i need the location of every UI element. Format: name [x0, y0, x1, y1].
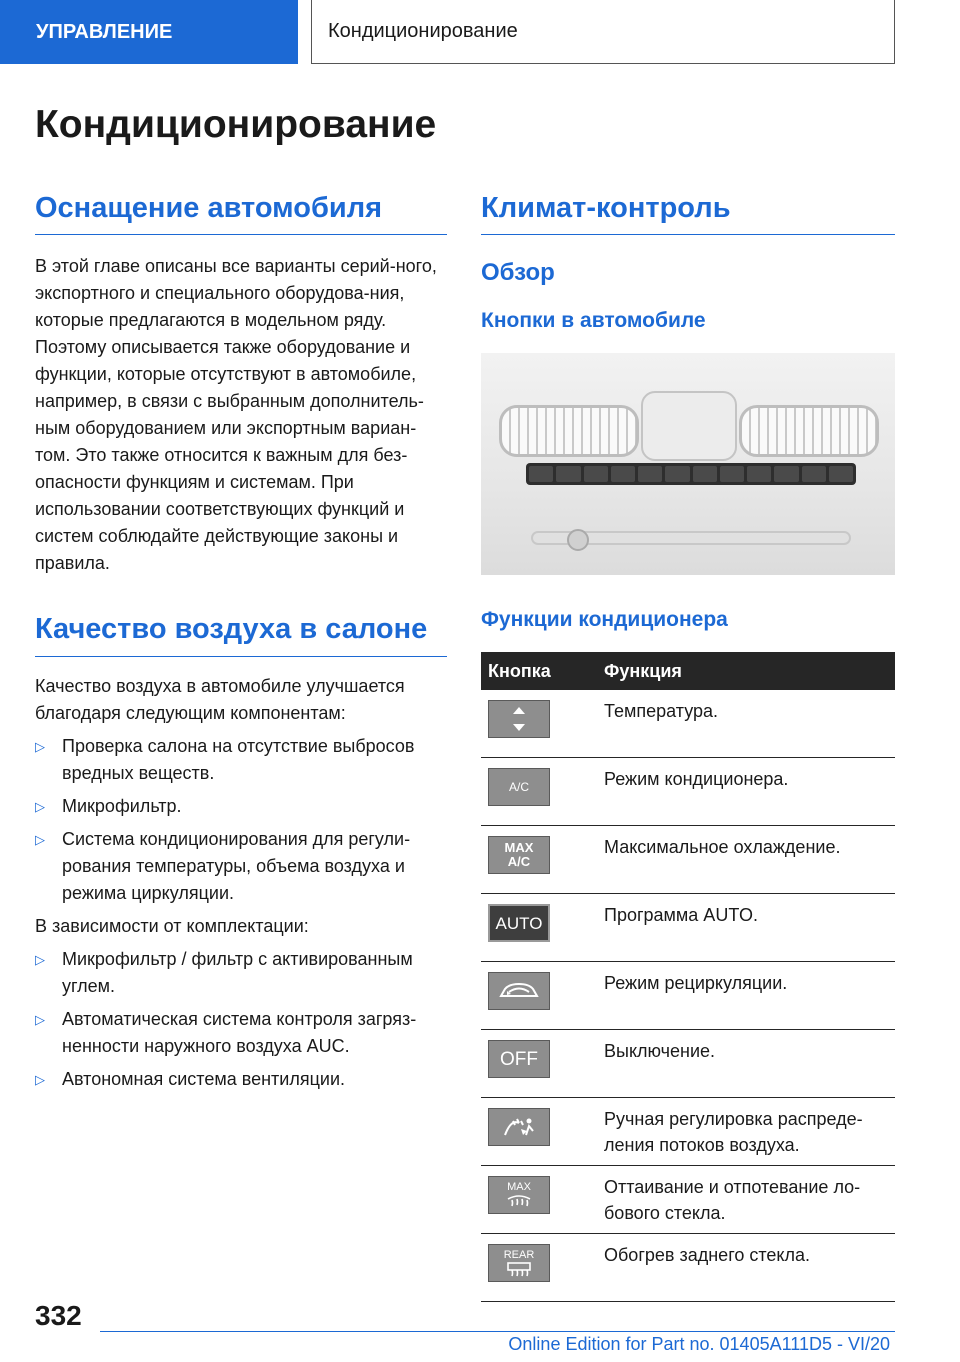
left-column — [35, 190, 447, 1099]
temperature-arrows-icon — [488, 700, 550, 738]
center-panel — [641, 391, 737, 461]
overview-heading: Обзор — [481, 259, 555, 287]
table-row — [481, 962, 895, 1030]
functions-heading: Функции кондиционера — [481, 608, 728, 632]
function-text: Ручная регулировка распреде-ления потоков воздуха. — [604, 1098, 895, 1166]
control-button-strip — [526, 463, 856, 485]
function-text: Максимальное охлаждение. — [604, 826, 895, 894]
table-row — [481, 690, 895, 758]
function-text: Обогрев заднего стекла. — [604, 1234, 895, 1302]
list-item: ▷ Проверка салона на отсутствие выбросов вредных веществ. — [35, 733, 447, 787]
triangle-bullet-icon: ▷ — [35, 1011, 45, 1027]
triangle-bullet-icon: ▷ — [35, 831, 45, 847]
list-item: ▷ Микрофильтр. — [35, 793, 447, 820]
function-text: Режим кондиционера. — [604, 758, 895, 826]
table-row — [481, 894, 895, 962]
rear-defrost-icon: REAR — [488, 1244, 550, 1282]
ac-icon: A/C — [488, 768, 550, 806]
max-defrost-icon: MAX — [488, 1176, 550, 1214]
table-row — [481, 826, 895, 894]
function-text: Программа AUTO. — [604, 894, 895, 962]
air-distribution-icon — [488, 1108, 550, 1146]
list-item: ▷ Система кондиционирования для регули-рования температуры, объема воздуха и режима циркуляции. — [35, 826, 447, 907]
col-function-header: Функция — [604, 652, 895, 690]
page-title: Кондиционирование — [35, 103, 437, 146]
volume-knob — [567, 529, 589, 551]
list-item: ▷ Автономная система вентиляции. — [35, 1066, 447, 1093]
header-section-tab — [0, 0, 298, 64]
page-number: 332 — [35, 1300, 82, 1331]
buttons-heading: Кнопки в автомобиле — [481, 309, 706, 333]
table-row — [481, 758, 895, 826]
right-column — [481, 190, 895, 1302]
list-item: ▷ Автоматическая система контроля загряз-ненности наружного воздуха AUC. — [35, 1006, 447, 1060]
air-quality-intro: Качество воздуха в автомобиле улучшается благодаря следующим компонентам: — [35, 675, 405, 723]
functions-table — [481, 652, 895, 1302]
list-item: ▷ Микрофильтр / фильтр с активированным углем. — [35, 946, 447, 1000]
max-ac-icon: MAX A/C — [488, 836, 550, 874]
air-quality-list — [35, 733, 447, 907]
table-header-row — [481, 652, 895, 690]
footer-edition: Online Edition for Part no. 01405A111D5 - VI/20 — [508, 1334, 890, 1354]
air-quality-list2 — [35, 946, 447, 1093]
off-icon: OFF — [488, 1040, 550, 1078]
header-topic-tab — [311, 0, 895, 64]
header-topic-label: Кондиционирование — [328, 20, 518, 42]
table-row — [481, 1234, 895, 1302]
col-button-header: Кнопка — [481, 652, 604, 690]
table-row — [481, 1030, 895, 1098]
triangle-bullet-icon: ▷ — [35, 798, 45, 814]
function-text: Температура. — [604, 690, 895, 758]
equipment-body: В этой главе описаны все варианты серий-ного, экспортного и специального оборудова-ния, которые предлагаются в модельном ряду. Поэтому описывается также оборудование и функции, которые отсутствуют в автомобиле, например, в связи с выбранным дополнитель-ным оборудованием или экспортным вариан-том. Это также относится к важным для без-опасности функциям и системам. При использовании соответствующих функций и систем соблюдайте действующие законы и правила. — [35, 256, 437, 574]
table-row — [481, 1098, 895, 1166]
right-vent — [739, 405, 879, 457]
function-text: Оттаивание и отпотевание ло-бового стекла. — [604, 1166, 895, 1234]
left-vent — [499, 405, 639, 457]
function-text: Выключение. — [604, 1030, 895, 1098]
climate-heading: Климат-контроль — [481, 190, 895, 235]
air-quality-intro2: В зависимости от комплектации: — [35, 915, 309, 936]
table-row — [481, 1166, 895, 1234]
triangle-bullet-icon: ▷ — [35, 951, 45, 967]
climate-panel-photo — [481, 353, 895, 575]
footer-divider — [100, 1331, 895, 1332]
triangle-bullet-icon: ▷ — [35, 738, 45, 754]
equipment-heading: Оснащение автомобиля — [35, 190, 447, 235]
recirculation-car-icon — [488, 972, 550, 1010]
header-section-label: УПРАВЛЕНИЕ — [36, 20, 173, 43]
triangle-bullet-icon: ▷ — [35, 1071, 45, 1087]
air-quality-heading: Качество воздуха в салоне — [35, 611, 447, 656]
function-text: Режим рециркуляции. — [604, 962, 895, 1030]
auto-icon: AUTO — [488, 904, 550, 942]
